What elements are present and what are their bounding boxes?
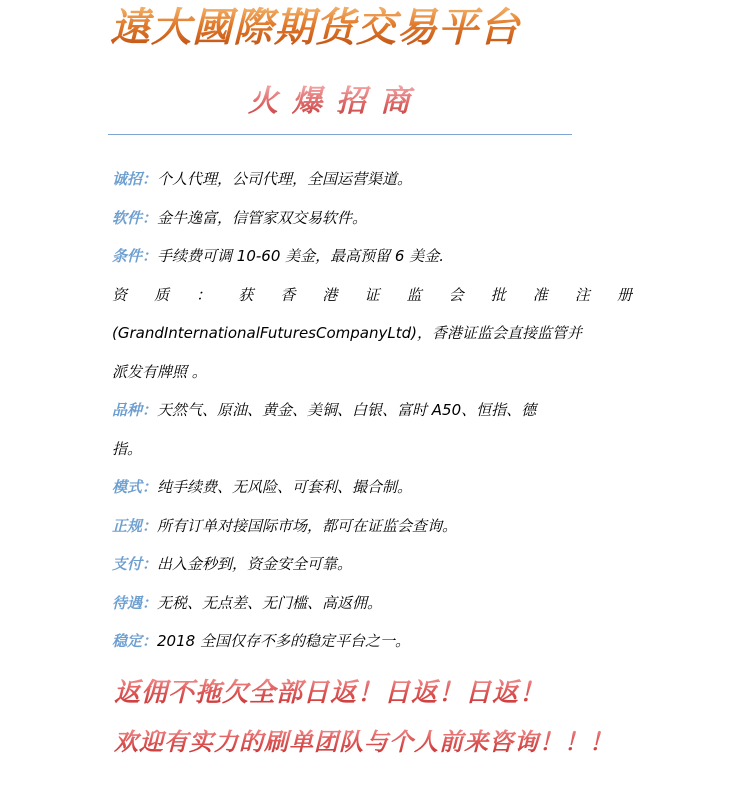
list-item-recruit xyxy=(112,160,632,199)
list-item-software xyxy=(112,199,632,238)
promo-rebate: 返佣不拖欠全部日返！日返！日返！ xyxy=(114,672,546,709)
qualification-char: 香 xyxy=(280,285,296,304)
qualification-char: 册 xyxy=(616,285,632,304)
item-label: 诚招： xyxy=(112,170,158,188)
item-label: 正规： xyxy=(112,516,158,535)
qualification-char: 注 xyxy=(574,285,590,304)
qualification-char: 批 xyxy=(490,285,506,304)
qualification-char: 港 xyxy=(322,285,338,304)
qualification-char: 准 xyxy=(532,285,548,304)
qualification-char: 会 xyxy=(448,285,464,304)
item-text: 纯手续费、无风险、可套利、撮合制。 xyxy=(157,478,413,496)
item-text: 无税、无点差、无门槛、高返佣。 xyxy=(157,593,383,612)
products-line-2: 指。 xyxy=(112,439,143,458)
list-item-stability xyxy=(112,622,632,661)
list-item-conditions xyxy=(112,237,632,276)
list-item-benefits xyxy=(112,584,632,623)
promo-welcome: 欢迎有实力的刷单团队与个人前来咨询！！！ xyxy=(114,722,614,757)
item-text: 手续费可调 10-60 美金，最高预留 6 美金. xyxy=(157,247,444,265)
qualification-char: 监 xyxy=(406,285,422,304)
item-label: 软件： xyxy=(112,208,158,227)
item-text: 所有订单对接国际市场，都可在证监会查询。 xyxy=(157,516,458,535)
item-label: 稳定： xyxy=(112,632,158,650)
qualification-char: 资 xyxy=(112,285,128,304)
list-item-payment xyxy=(112,545,632,584)
item-text: 出入金秒到，资金安全可靠。 xyxy=(157,555,353,573)
item-label: 支付： xyxy=(112,555,158,573)
qualification-char: 质 xyxy=(154,285,170,304)
item-label: 条件： xyxy=(112,247,158,265)
item-text: 2018 全国仅存不多的稳定平台之一。 xyxy=(157,632,410,650)
item-label: 待遇： xyxy=(112,593,158,612)
qualification-char: 获 xyxy=(238,285,254,304)
title-divider xyxy=(108,134,572,135)
page-title: 遠大國際期货交易平台 xyxy=(110,2,630,54)
page-subtitle: 火爆招商 xyxy=(248,82,424,122)
qualification-line-2: (GrandInternationalFuturesCompanyLtd)，香港证监会直接监管并 xyxy=(112,324,582,342)
content-body xyxy=(112,160,632,661)
item-text: 金牛逸富，信管家双交易软件。 xyxy=(157,208,368,227)
list-item-mode xyxy=(112,468,632,507)
qualification-char: ： xyxy=(196,285,212,304)
qualification-char: 证 xyxy=(364,285,380,304)
item-label: 品种： xyxy=(112,401,158,419)
list-item-products xyxy=(112,391,632,430)
list-item-regulation xyxy=(112,507,632,546)
qualification-line-3: 派发有牌照 。 xyxy=(112,362,207,381)
item-text: 天然气、原油、黄金、美铜、白银、富时 A50、恒指、德 xyxy=(157,401,537,419)
qualification-line-1 xyxy=(112,276,632,315)
item-text: 个人代理，公司代理，全国运营渠道。 xyxy=(157,170,413,188)
item-label: 模式： xyxy=(112,478,158,496)
